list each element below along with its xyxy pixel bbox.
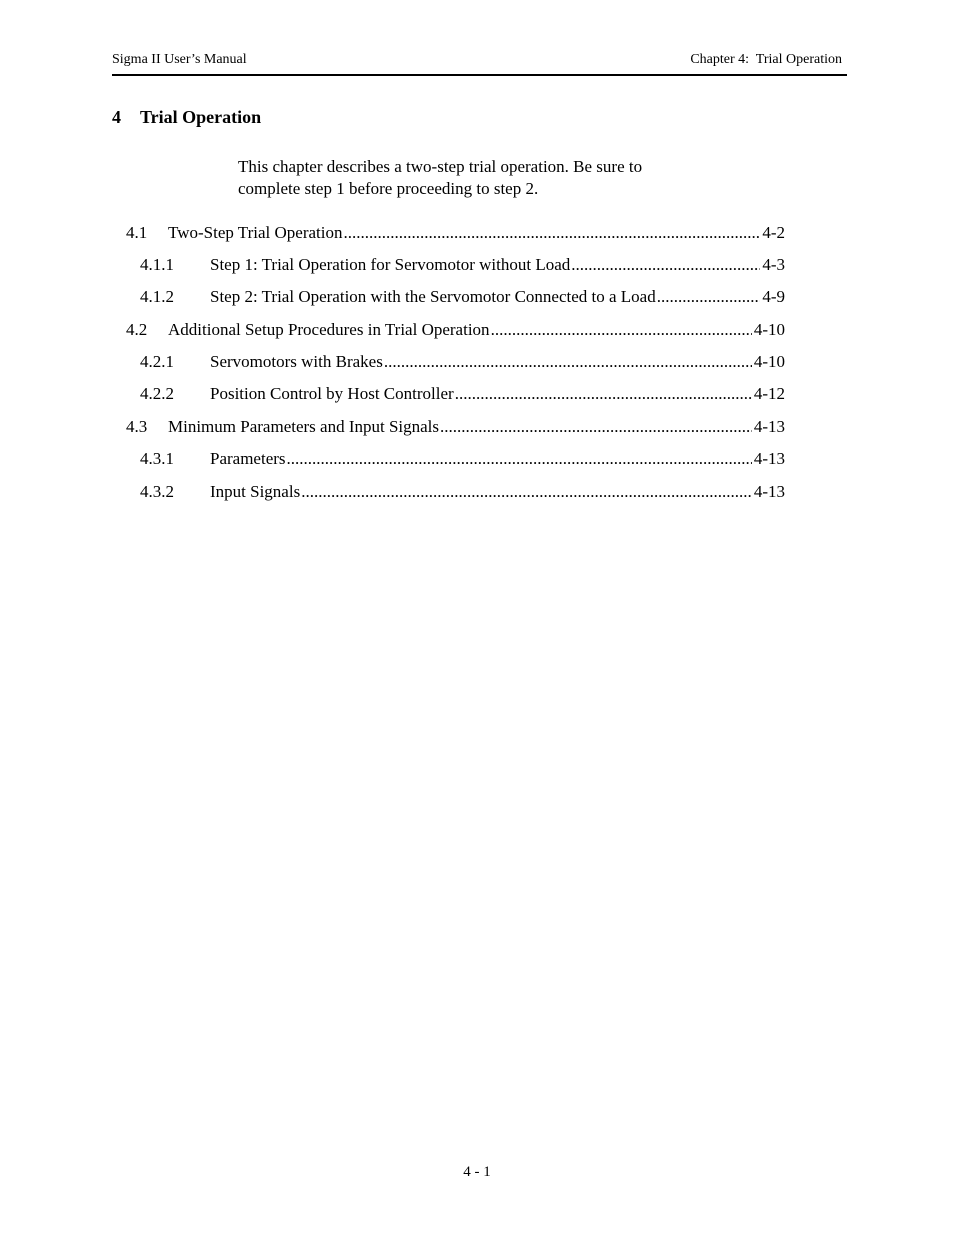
toc-entry-title: Step 2: Trial Operation with the Servomotor Connected to a Load [210, 287, 656, 306]
toc-entry-page: 4-12 [753, 384, 785, 403]
toc-leader-dots [657, 287, 761, 307]
chapter-number: 4 [112, 107, 121, 127]
toc-leader-dots [287, 449, 752, 469]
toc-entry-title: Minimum Parameters and Input Signals [168, 417, 440, 436]
intro-line-1: This chapter describes a two-step trial operation. Be sure to [238, 157, 643, 176]
toc-entry-title: Parameters [210, 449, 286, 468]
toc-leader-dots [491, 320, 752, 340]
toc-leader-dots [301, 482, 752, 502]
toc-entry-title: Two-Step Trial Operation [168, 223, 343, 242]
toc-leader-dots [571, 255, 760, 275]
toc-entry-title: Step 1: Trial Operation for Servomotor without Load [210, 255, 571, 274]
toc-entry-page: 4-9 [762, 287, 785, 306]
toc-entry-page: 4-3 [762, 255, 785, 274]
chapter-title: Trial Operation [140, 107, 262, 127]
toc-entry-4-1[interactable] [126, 223, 785, 247]
toc-entry-4-3-2[interactable] [140, 482, 785, 506]
running-header-manual-title: Sigma II User’s Manual [112, 52, 247, 67]
toc-leader-dots [384, 352, 752, 372]
toc-entry-title: Input Signals [210, 482, 301, 501]
toc-entry-page: 4-13 [753, 417, 785, 436]
chapter-intro [238, 156, 708, 200]
toc-entry-4-1-2[interactable] [140, 287, 785, 311]
toc-leader-dots [440, 417, 752, 437]
toc-leader-dots [343, 223, 760, 243]
toc-entry-number: 4.3.1 [140, 449, 174, 468]
toc-entry-page: 4-13 [753, 449, 785, 468]
chapter-heading [112, 107, 261, 128]
toc-entry-page: 4-13 [753, 482, 785, 501]
toc-entry-number: 4.1 [126, 223, 148, 242]
intro-line-2: complete step 1 before proceeding to step 2. [238, 179, 539, 198]
toc-entry-page: 4-10 [753, 352, 785, 371]
toc-entry-number: 4.3.2 [140, 482, 174, 501]
toc-entry-title: Servomotors with Brakes [210, 352, 383, 371]
toc-entry-4-2-2[interactable] [140, 384, 785, 408]
running-header-chapter: Chapter 4: Trial Operation [690, 52, 842, 67]
toc-entry-number: 4.2 [126, 320, 148, 339]
header-divider [112, 74, 847, 76]
toc-entry-4-2[interactable] [126, 320, 785, 344]
toc-entry-4-3[interactable] [126, 417, 785, 441]
toc-entry-page: 4-2 [762, 223, 785, 242]
page-number: 4 - 1 [463, 1164, 491, 1180]
toc-entry-4-2-1[interactable] [140, 352, 785, 376]
toc-entry-number: 4.1.2 [140, 287, 174, 306]
toc-entry-number: 4.2.2 [140, 384, 174, 403]
toc-leader-dots [455, 384, 752, 404]
toc-entry-number: 4.1.1 [140, 255, 174, 274]
toc-entry-number: 4.3 [126, 417, 148, 436]
toc-entry-number: 4.2.1 [140, 352, 174, 371]
toc-entry-title: Additional Setup Procedures in Trial Operation [168, 320, 490, 339]
toc-entry-title: Position Control by Host Controller [210, 384, 454, 403]
toc-entry-4-3-1[interactable] [140, 449, 785, 473]
toc-entry-4-1-1[interactable] [140, 255, 785, 279]
toc-entry-page: 4-10 [753, 320, 785, 339]
